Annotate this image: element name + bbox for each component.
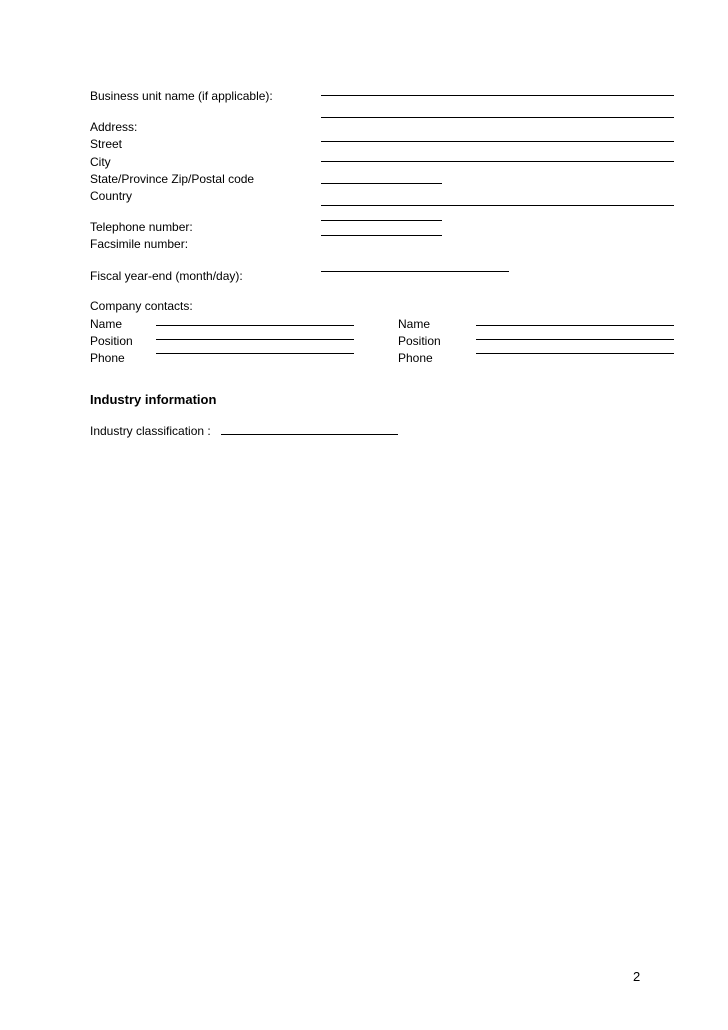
- telephone-label: Telephone number:: [90, 220, 193, 234]
- industry-information-heading: Industry information: [90, 392, 217, 407]
- fiscal-year-end-label: Fiscal year-end (month/day):: [90, 269, 243, 283]
- state-zip-field[interactable]: [321, 183, 442, 184]
- city-field[interactable]: [321, 161, 674, 162]
- contact-right-position-label: Position: [398, 334, 441, 348]
- contact-left-phone-field[interactable]: [156, 353, 354, 354]
- street-field[interactable]: [321, 141, 674, 142]
- business-unit-name-label: Business unit name (if applicable):: [90, 89, 273, 103]
- contact-right-phone-field[interactable]: [476, 353, 674, 354]
- country-field[interactable]: [321, 205, 674, 206]
- address-heading: Address:: [90, 120, 138, 134]
- industry-classification-label: Industry classification :: [90, 424, 211, 438]
- fiscal-year-end-field[interactable]: [321, 271, 509, 272]
- contact-left-position-field[interactable]: [156, 339, 354, 340]
- contact-left-name-label: Name: [90, 317, 123, 331]
- facsimile-field[interactable]: [321, 235, 442, 236]
- contact-right-name-field[interactable]: [476, 325, 674, 326]
- contact-right-name-label: Name: [398, 317, 431, 331]
- business-unit-name-field[interactable]: [321, 95, 674, 96]
- contact-left-position-label: Position: [90, 334, 133, 348]
- industry-classification-field[interactable]: [221, 434, 398, 435]
- page-number: 2: [633, 969, 641, 984]
- facsimile-label: Facsimile number:: [90, 237, 189, 251]
- company-contacts-heading: Company contacts:: [90, 299, 193, 313]
- address-line-field[interactable]: [321, 117, 674, 118]
- country-label: Country: [90, 189, 133, 203]
- state-zip-label: State/Province Zip/Postal code: [90, 172, 255, 186]
- contact-right-position-field[interactable]: [476, 339, 674, 340]
- contact-left-phone-label: Phone: [90, 351, 125, 365]
- telephone-field[interactable]: [321, 220, 442, 221]
- contact-left-name-field[interactable]: [156, 325, 354, 326]
- city-label: City: [90, 155, 111, 169]
- street-label: Street: [90, 137, 123, 151]
- contact-right-phone-label: Phone: [398, 351, 433, 365]
